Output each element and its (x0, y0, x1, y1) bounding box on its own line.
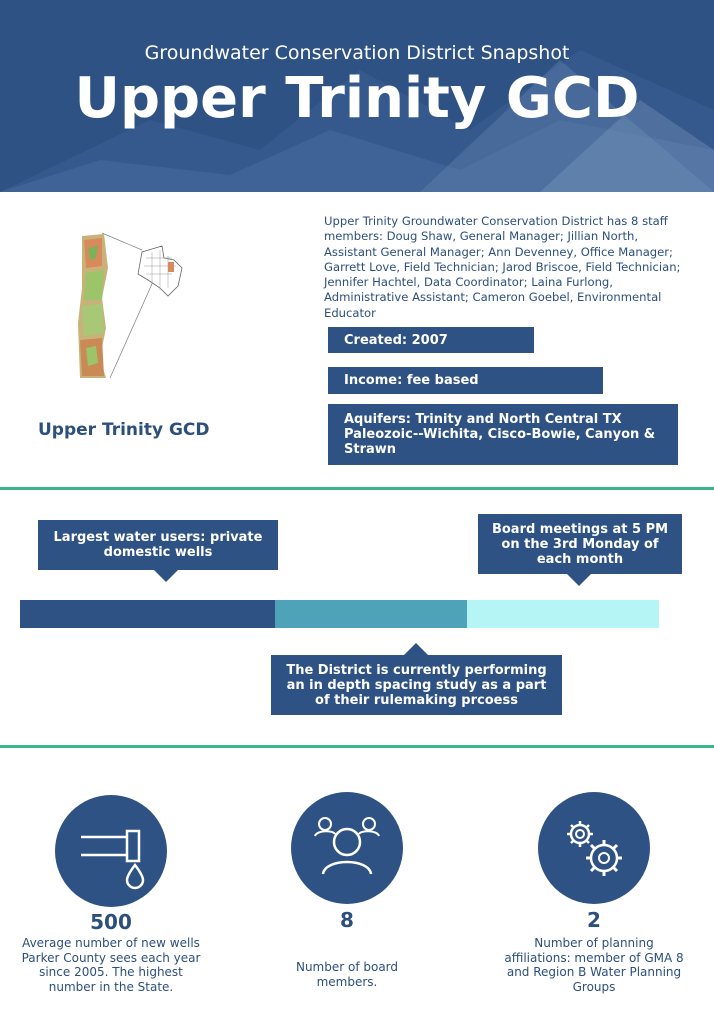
callout-pointer-right (567, 574, 591, 586)
stat-number-new-wells: 500 (90, 910, 132, 934)
stat-description-planning-affiliations: Number of planning affiliations: member of GMA 8 and Region B Water Planning Groups (504, 936, 684, 994)
callout-pointer-bottom (404, 643, 428, 655)
callout-pointer-left (154, 570, 178, 582)
stat-description-board-members: Number of board members. (295, 960, 399, 989)
stat-number-planning-affiliations: 2 (587, 908, 601, 932)
board-meetings-callout: Board meetings at 5 PM on the 3rd Monday of each month (478, 514, 682, 574)
largest-users-callout: Largest water users: private domestic wells (38, 520, 278, 570)
section-divider-bottom (0, 745, 714, 748)
header-banner (0, 0, 714, 192)
timeline-bar-segment-1 (20, 600, 275, 628)
section-divider-top (0, 487, 714, 490)
page-title: Upper Trinity GCD (74, 66, 640, 131)
stat-description-new-wells: Average number of new wells Parker County sees each year since 2005. The highest number in the State. (21, 936, 201, 994)
water-pipe-drip-icon (55, 795, 167, 907)
stat-number-board-members: 8 (340, 908, 354, 932)
timeline-bar-segment-2 (275, 600, 467, 628)
spacing-study-callout: The District is currently performing an in depth spacing study as a part of their rulemaking prcoess (271, 655, 562, 715)
income-box: Income: fee based (328, 367, 603, 394)
aquifers-box: Aquifers: Trinity and North Central TX Paleozoic--Wichita, Cisco-Bowie, Canyon & Strawn (328, 404, 678, 465)
gears-icon (538, 792, 650, 904)
created-box: Created: 2007 (328, 327, 534, 353)
texas-locator-map (72, 228, 184, 384)
district-name: Upper Trinity GCD (38, 420, 210, 440)
page-subtitle: Groundwater Conservation District Snapshot (144, 42, 570, 64)
board-members-icon (291, 792, 403, 904)
timeline-bar-segment-3 (467, 600, 659, 628)
staff-description: Upper Trinity Groundwater Conservation District has 8 staff members: Doug Shaw, General Manager; Jillian North, Assistant General Manager; Ann Devenney, Office Manager; Garrett Love, Field Technician; Jarod Briscoe, Field Technician; Jennifer Hachtel, Data Coordinator; Laina Furlong, Administrative Assistant; Cameron Goebel, Environmental Educator (324, 214, 681, 320)
